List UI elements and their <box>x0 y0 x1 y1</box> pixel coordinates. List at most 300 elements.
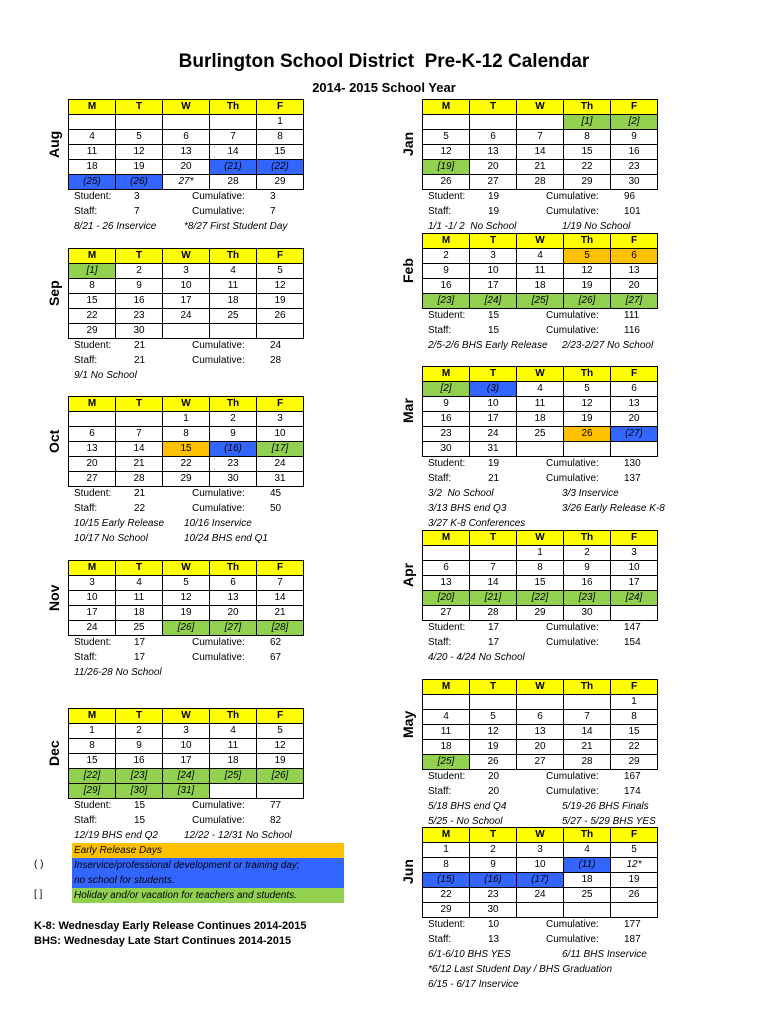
note-line <box>74 219 374 234</box>
day-cell: 1 <box>611 695 658 710</box>
day-cell: 17 <box>470 279 517 294</box>
student-label: Student: <box>428 191 466 202</box>
week-row <box>423 279 658 294</box>
student-days: 3 <box>134 191 140 202</box>
day-cell: 17 <box>470 412 517 427</box>
staff-label: Staff: <box>428 933 452 945</box>
day-cell: 16 <box>611 145 658 160</box>
month-stats <box>74 190 314 219</box>
footer-line-k8: K-8: Wednesday Early Release Continues 2014-2015 <box>34 920 307 932</box>
legend-holiday <box>34 888 344 903</box>
day-cell: 18 <box>210 754 257 769</box>
note: 10/16 Inservice <box>184 518 252 529</box>
day-cell: 8 <box>517 561 564 576</box>
week-row <box>423 160 658 175</box>
day-cell: 15 <box>611 725 658 740</box>
week-row <box>69 145 304 160</box>
month-table <box>68 708 304 799</box>
day-cell: 6 <box>517 710 564 725</box>
cumulative-label: Cumulative: <box>546 324 599 336</box>
staff-days-row <box>428 933 668 948</box>
note-line <box>428 219 728 234</box>
day-header: Th <box>210 249 257 264</box>
day-cell: 12 <box>257 739 304 754</box>
day-header: W <box>517 828 564 843</box>
day-cell: 26 <box>470 755 517 770</box>
week-row <box>423 873 658 888</box>
cumulative-label: Cumulative: <box>192 651 245 663</box>
student-cumulative: 147 <box>624 622 641 633</box>
student-days: 19 <box>488 458 500 469</box>
week-row <box>69 591 304 606</box>
week-row <box>69 472 304 487</box>
day-cell: [1] <box>69 264 116 279</box>
month-stats <box>74 487 314 516</box>
day-cell: 19 <box>470 740 517 755</box>
note: 3/3 Inservice <box>562 488 619 499</box>
day-cell: 22 <box>611 740 658 755</box>
student-cumulative: 167 <box>624 771 641 782</box>
day-cell: 23 <box>423 427 470 442</box>
week-row <box>69 442 304 457</box>
day-header: T <box>470 828 517 843</box>
day-cell: [22] <box>69 769 116 784</box>
week-row <box>69 621 304 636</box>
day-cell: 14 <box>564 725 611 740</box>
day-cell: 20 <box>470 160 517 175</box>
day-cell: 14 <box>470 576 517 591</box>
day-cell: [19] <box>423 160 470 175</box>
day-cell <box>470 695 517 710</box>
cumulative-label: Cumulative: <box>192 205 245 217</box>
month-notes <box>74 368 374 383</box>
student-label: Student: <box>428 919 466 930</box>
staff-days-row <box>428 785 668 800</box>
month-notes <box>428 947 728 992</box>
cumulative-label: Cumulative: <box>546 785 599 797</box>
day-header: F <box>611 680 658 695</box>
cumulative-label: Cumulative: <box>546 310 599 321</box>
cumulative-label: Cumulative: <box>546 205 599 217</box>
day-cell: 15 <box>163 442 210 457</box>
student-days: 15 <box>488 310 500 321</box>
staff-days: 22 <box>134 502 146 514</box>
day-header: M <box>69 561 116 576</box>
day-cell: [2] <box>611 115 658 130</box>
day-cell: 12 <box>163 591 210 606</box>
day-cell: 5 <box>163 576 210 591</box>
cumulative-label: Cumulative: <box>546 458 599 469</box>
day-cell: [24] <box>470 294 517 309</box>
day-cell: 20 <box>611 279 658 294</box>
day-cell <box>470 546 517 561</box>
day-cell: 31 <box>257 472 304 487</box>
cumulative-label: Cumulative: <box>546 622 599 633</box>
cumulative-label: Cumulative: <box>546 919 599 930</box>
week-row <box>423 858 658 873</box>
day-cell: [1] <box>564 115 611 130</box>
note-line <box>74 531 374 546</box>
day-cell: 29 <box>423 903 470 918</box>
week-row <box>69 754 304 769</box>
day-cell: 4 <box>423 710 470 725</box>
day-cell: [23] <box>116 769 163 784</box>
staff-days-row <box>428 636 668 651</box>
day-header: Th <box>210 561 257 576</box>
day-cell: 18 <box>564 873 611 888</box>
note: 1/1 -1/ 2 No School <box>428 221 517 232</box>
day-cell: [24] <box>611 591 658 606</box>
day-cell: 7 <box>517 130 564 145</box>
week-row <box>423 382 658 397</box>
student-cumulative: 45 <box>270 488 282 499</box>
note: 5/25 - No School <box>428 816 503 827</box>
day-cell: 27 <box>517 755 564 770</box>
student-days-row <box>428 190 668 205</box>
day-cell: 12 <box>116 145 163 160</box>
day-cell: 16 <box>116 754 163 769</box>
note-line <box>428 799 728 814</box>
week-row <box>69 724 304 739</box>
student-label: Student: <box>74 488 112 499</box>
month-label: Jan <box>400 131 416 157</box>
staff-days-row <box>74 502 314 517</box>
day-cell: 21 <box>517 160 564 175</box>
day-cell: 28 <box>517 175 564 190</box>
day-cell <box>564 695 611 710</box>
day-cell: 26 <box>611 888 658 903</box>
day-cell: [29] <box>69 784 116 799</box>
day-header: M <box>423 234 470 249</box>
staff-days: 15 <box>488 324 500 336</box>
day-header: T <box>470 680 517 695</box>
day-cell: 2 <box>564 546 611 561</box>
note: 2/5-2/6 BHS Early Release <box>428 340 548 351</box>
day-cell: 6 <box>69 427 116 442</box>
day-cell: 5 <box>257 724 304 739</box>
day-header: W <box>163 709 210 724</box>
day-cell: [30] <box>116 784 163 799</box>
student-days-row <box>74 487 314 502</box>
legend <box>34 843 344 903</box>
month-table <box>68 560 304 636</box>
staff-days: 7 <box>134 205 140 217</box>
student-days: 17 <box>488 622 500 633</box>
day-cell: 11 <box>423 725 470 740</box>
day-cell: 25 <box>210 309 257 324</box>
day-cell: 12 <box>564 264 611 279</box>
cumulative-label: Cumulative: <box>192 488 245 499</box>
week-row <box>69 264 304 279</box>
day-cell <box>210 784 257 799</box>
week-row <box>69 427 304 442</box>
day-cell: 5 <box>611 843 658 858</box>
day-cell: (25) <box>69 175 116 190</box>
day-cell: 18 <box>517 279 564 294</box>
month-notes <box>428 799 728 829</box>
cumulative-label: Cumulative: <box>546 472 599 484</box>
day-header: Th <box>564 234 611 249</box>
day-cell: 14 <box>210 145 257 160</box>
student-days: 17 <box>134 637 146 648</box>
legend-symbol: [ ] <box>34 889 43 900</box>
day-cell: [31] <box>163 784 210 799</box>
day-cell: 15 <box>69 294 116 309</box>
note-line <box>74 368 374 383</box>
staff-cumulative: 101 <box>624 205 641 217</box>
day-cell: 23 <box>116 309 163 324</box>
day-cell <box>116 412 163 427</box>
day-cell: [22] <box>517 591 564 606</box>
week-row <box>69 784 304 799</box>
week-row <box>69 576 304 591</box>
day-cell: (17) <box>517 873 564 888</box>
week-row <box>423 710 658 725</box>
day-cell: 9 <box>116 279 163 294</box>
day-cell: 16 <box>564 576 611 591</box>
day-cell: 4 <box>210 264 257 279</box>
day-cell <box>517 695 564 710</box>
day-header: Th <box>564 367 611 382</box>
staff-label: Staff: <box>74 354 98 366</box>
day-cell: 1 <box>163 412 210 427</box>
day-cell: 12 <box>257 279 304 294</box>
day-cell: 4 <box>210 724 257 739</box>
legend-text: Early Release Days <box>72 843 344 858</box>
day-cell: 1 <box>423 843 470 858</box>
week-row <box>423 427 658 442</box>
legend-inservice <box>34 858 344 888</box>
staff-cumulative: 28 <box>270 354 282 366</box>
week-row <box>69 160 304 175</box>
student-label: Student: <box>74 191 112 202</box>
month-notes <box>74 828 374 843</box>
month-table <box>422 827 658 918</box>
note-line <box>428 650 728 665</box>
day-cell: 29 <box>163 472 210 487</box>
day-cell: 18 <box>116 606 163 621</box>
day-cell: 9 <box>611 130 658 145</box>
week-row <box>423 725 658 740</box>
day-cell: 18 <box>423 740 470 755</box>
day-cell: 26 <box>257 309 304 324</box>
day-cell <box>116 115 163 130</box>
student-label: Student: <box>428 622 466 633</box>
staff-cumulative: 187 <box>624 933 641 945</box>
day-cell: (27) <box>611 427 658 442</box>
week-row <box>69 175 304 190</box>
week-row <box>69 769 304 784</box>
staff-cumulative: 174 <box>624 785 641 797</box>
staff-label: Staff: <box>428 205 452 217</box>
day-cell: 11 <box>210 279 257 294</box>
day-cell: 12* <box>611 858 658 873</box>
day-cell: 1 <box>517 546 564 561</box>
legend-text: Holiday and/or vacation for teachers and students. <box>72 888 344 903</box>
month-notes <box>74 665 374 680</box>
week-row <box>69 130 304 145</box>
day-cell: 24 <box>257 457 304 472</box>
day-cell: 7 <box>210 130 257 145</box>
day-cell: 27 <box>69 472 116 487</box>
staff-cumulative: 137 <box>624 472 641 484</box>
day-cell: 3 <box>163 264 210 279</box>
day-cell: [2] <box>423 382 470 397</box>
month-label: Feb <box>400 258 416 283</box>
week-row <box>423 561 658 576</box>
day-cell: 8 <box>69 739 116 754</box>
day-cell: 3 <box>517 843 564 858</box>
day-cell: 22 <box>69 309 116 324</box>
month-table <box>422 679 658 770</box>
day-header: M <box>69 249 116 264</box>
day-cell: 9 <box>423 264 470 279</box>
student-days: 15 <box>134 800 146 811</box>
day-cell: 24 <box>69 621 116 636</box>
day-cell <box>564 903 611 918</box>
month-label: May <box>400 710 416 738</box>
student-days: 10 <box>488 919 500 930</box>
week-row <box>69 115 304 130</box>
day-cell: 11 <box>116 591 163 606</box>
day-header: F <box>257 397 304 412</box>
week-row <box>423 546 658 561</box>
week-row <box>423 294 658 309</box>
day-cell: 21 <box>564 740 611 755</box>
day-cell: 3 <box>257 412 304 427</box>
student-days-row <box>428 621 668 636</box>
week-row <box>423 397 658 412</box>
note: 2/23-2/27 No School <box>562 340 654 351</box>
day-cell: (15) <box>423 873 470 888</box>
note: 10/24 BHS end Q1 <box>184 533 268 544</box>
week-row <box>423 843 658 858</box>
day-cell: 11 <box>69 145 116 160</box>
day-header: T <box>116 561 163 576</box>
staff-cumulative: 50 <box>270 502 282 514</box>
staff-days: 17 <box>488 636 500 648</box>
day-cell: 8 <box>163 427 210 442</box>
day-cell: (16) <box>470 873 517 888</box>
note: 3/13 BHS end Q3 <box>428 503 507 514</box>
month-stats <box>428 770 668 799</box>
day-cell: 21 <box>257 606 304 621</box>
day-header: W <box>163 100 210 115</box>
day-cell: 9 <box>564 561 611 576</box>
week-row <box>423 145 658 160</box>
day-cell: 10 <box>257 427 304 442</box>
student-days-row <box>428 309 668 324</box>
day-cell: 5 <box>423 130 470 145</box>
day-cell: 28 <box>210 175 257 190</box>
day-cell: 29 <box>69 324 116 339</box>
day-cell: [25] <box>210 769 257 784</box>
cumulative-label: Cumulative: <box>546 771 599 782</box>
week-row <box>423 903 658 918</box>
student-cumulative: 77 <box>270 800 282 811</box>
cumulative-label: Cumulative: <box>546 191 599 202</box>
week-row <box>69 739 304 754</box>
day-cell <box>69 412 116 427</box>
day-cell: 2 <box>470 843 517 858</box>
cumulative-label: Cumulative: <box>192 637 245 648</box>
student-cumulative: 111 <box>624 310 640 321</box>
day-cell: 3 <box>611 546 658 561</box>
day-cell: 29 <box>564 175 611 190</box>
day-cell: [26] <box>564 294 611 309</box>
student-days-row <box>74 190 314 205</box>
staff-cumulative: 116 <box>624 324 640 336</box>
page-subtitle: 2014- 2015 School Year <box>312 80 456 95</box>
day-cell: 31 <box>470 442 517 457</box>
day-cell: 26 <box>423 175 470 190</box>
cumulative-label: Cumulative: <box>192 191 245 202</box>
day-header: F <box>257 709 304 724</box>
day-cell: 2 <box>210 412 257 427</box>
day-cell: [27] <box>611 294 658 309</box>
note: 5/18 BHS end Q4 <box>428 801 507 812</box>
day-cell: 9 <box>423 397 470 412</box>
note: *6/12 Last Student Day / BHS Graduation <box>428 964 612 975</box>
staff-days-row <box>74 651 314 666</box>
day-cell: 14 <box>517 145 564 160</box>
staff-days: 17 <box>134 651 146 663</box>
day-cell: (22) <box>257 160 304 175</box>
day-cell: 6 <box>210 576 257 591</box>
day-cell: 8 <box>257 130 304 145</box>
day-cell: 25 <box>564 888 611 903</box>
month-stats <box>74 339 314 368</box>
day-cell: 8 <box>611 710 658 725</box>
month-stats <box>428 457 668 486</box>
day-cell: 28 <box>470 606 517 621</box>
day-cell: 22 <box>564 160 611 175</box>
day-cell: 22 <box>423 888 470 903</box>
day-cell: 7 <box>470 561 517 576</box>
day-cell: 20 <box>210 606 257 621</box>
month-label: Jun <box>400 859 416 885</box>
day-cell: 30 <box>564 606 611 621</box>
day-cell: 14 <box>116 442 163 457</box>
week-row <box>69 279 304 294</box>
month-table <box>422 233 658 309</box>
day-header: W <box>517 100 564 115</box>
day-cell: 30 <box>470 903 517 918</box>
day-cell: 18 <box>210 294 257 309</box>
cumulative-label: Cumulative: <box>192 354 245 366</box>
month-notes <box>428 650 728 665</box>
day-header: M <box>423 367 470 382</box>
day-header: W <box>163 249 210 264</box>
day-header: W <box>517 234 564 249</box>
day-cell: 3 <box>163 724 210 739</box>
cumulative-label: Cumulative: <box>192 502 245 514</box>
day-cell: 5 <box>257 264 304 279</box>
day-header: Th <box>564 680 611 695</box>
day-cell: 13 <box>470 145 517 160</box>
note: 6/1-6/10 BHS YES <box>428 949 511 960</box>
day-cell: 5 <box>470 710 517 725</box>
week-row <box>423 695 658 710</box>
day-header: W <box>163 397 210 412</box>
day-cell: [26] <box>163 621 210 636</box>
day-cell: 13 <box>517 725 564 740</box>
day-cell: 6 <box>611 382 658 397</box>
staff-cumulative: 154 <box>624 636 641 648</box>
note: 10/15 Early Release <box>74 518 165 529</box>
day-header: F <box>611 367 658 382</box>
day-cell: 3 <box>69 576 116 591</box>
